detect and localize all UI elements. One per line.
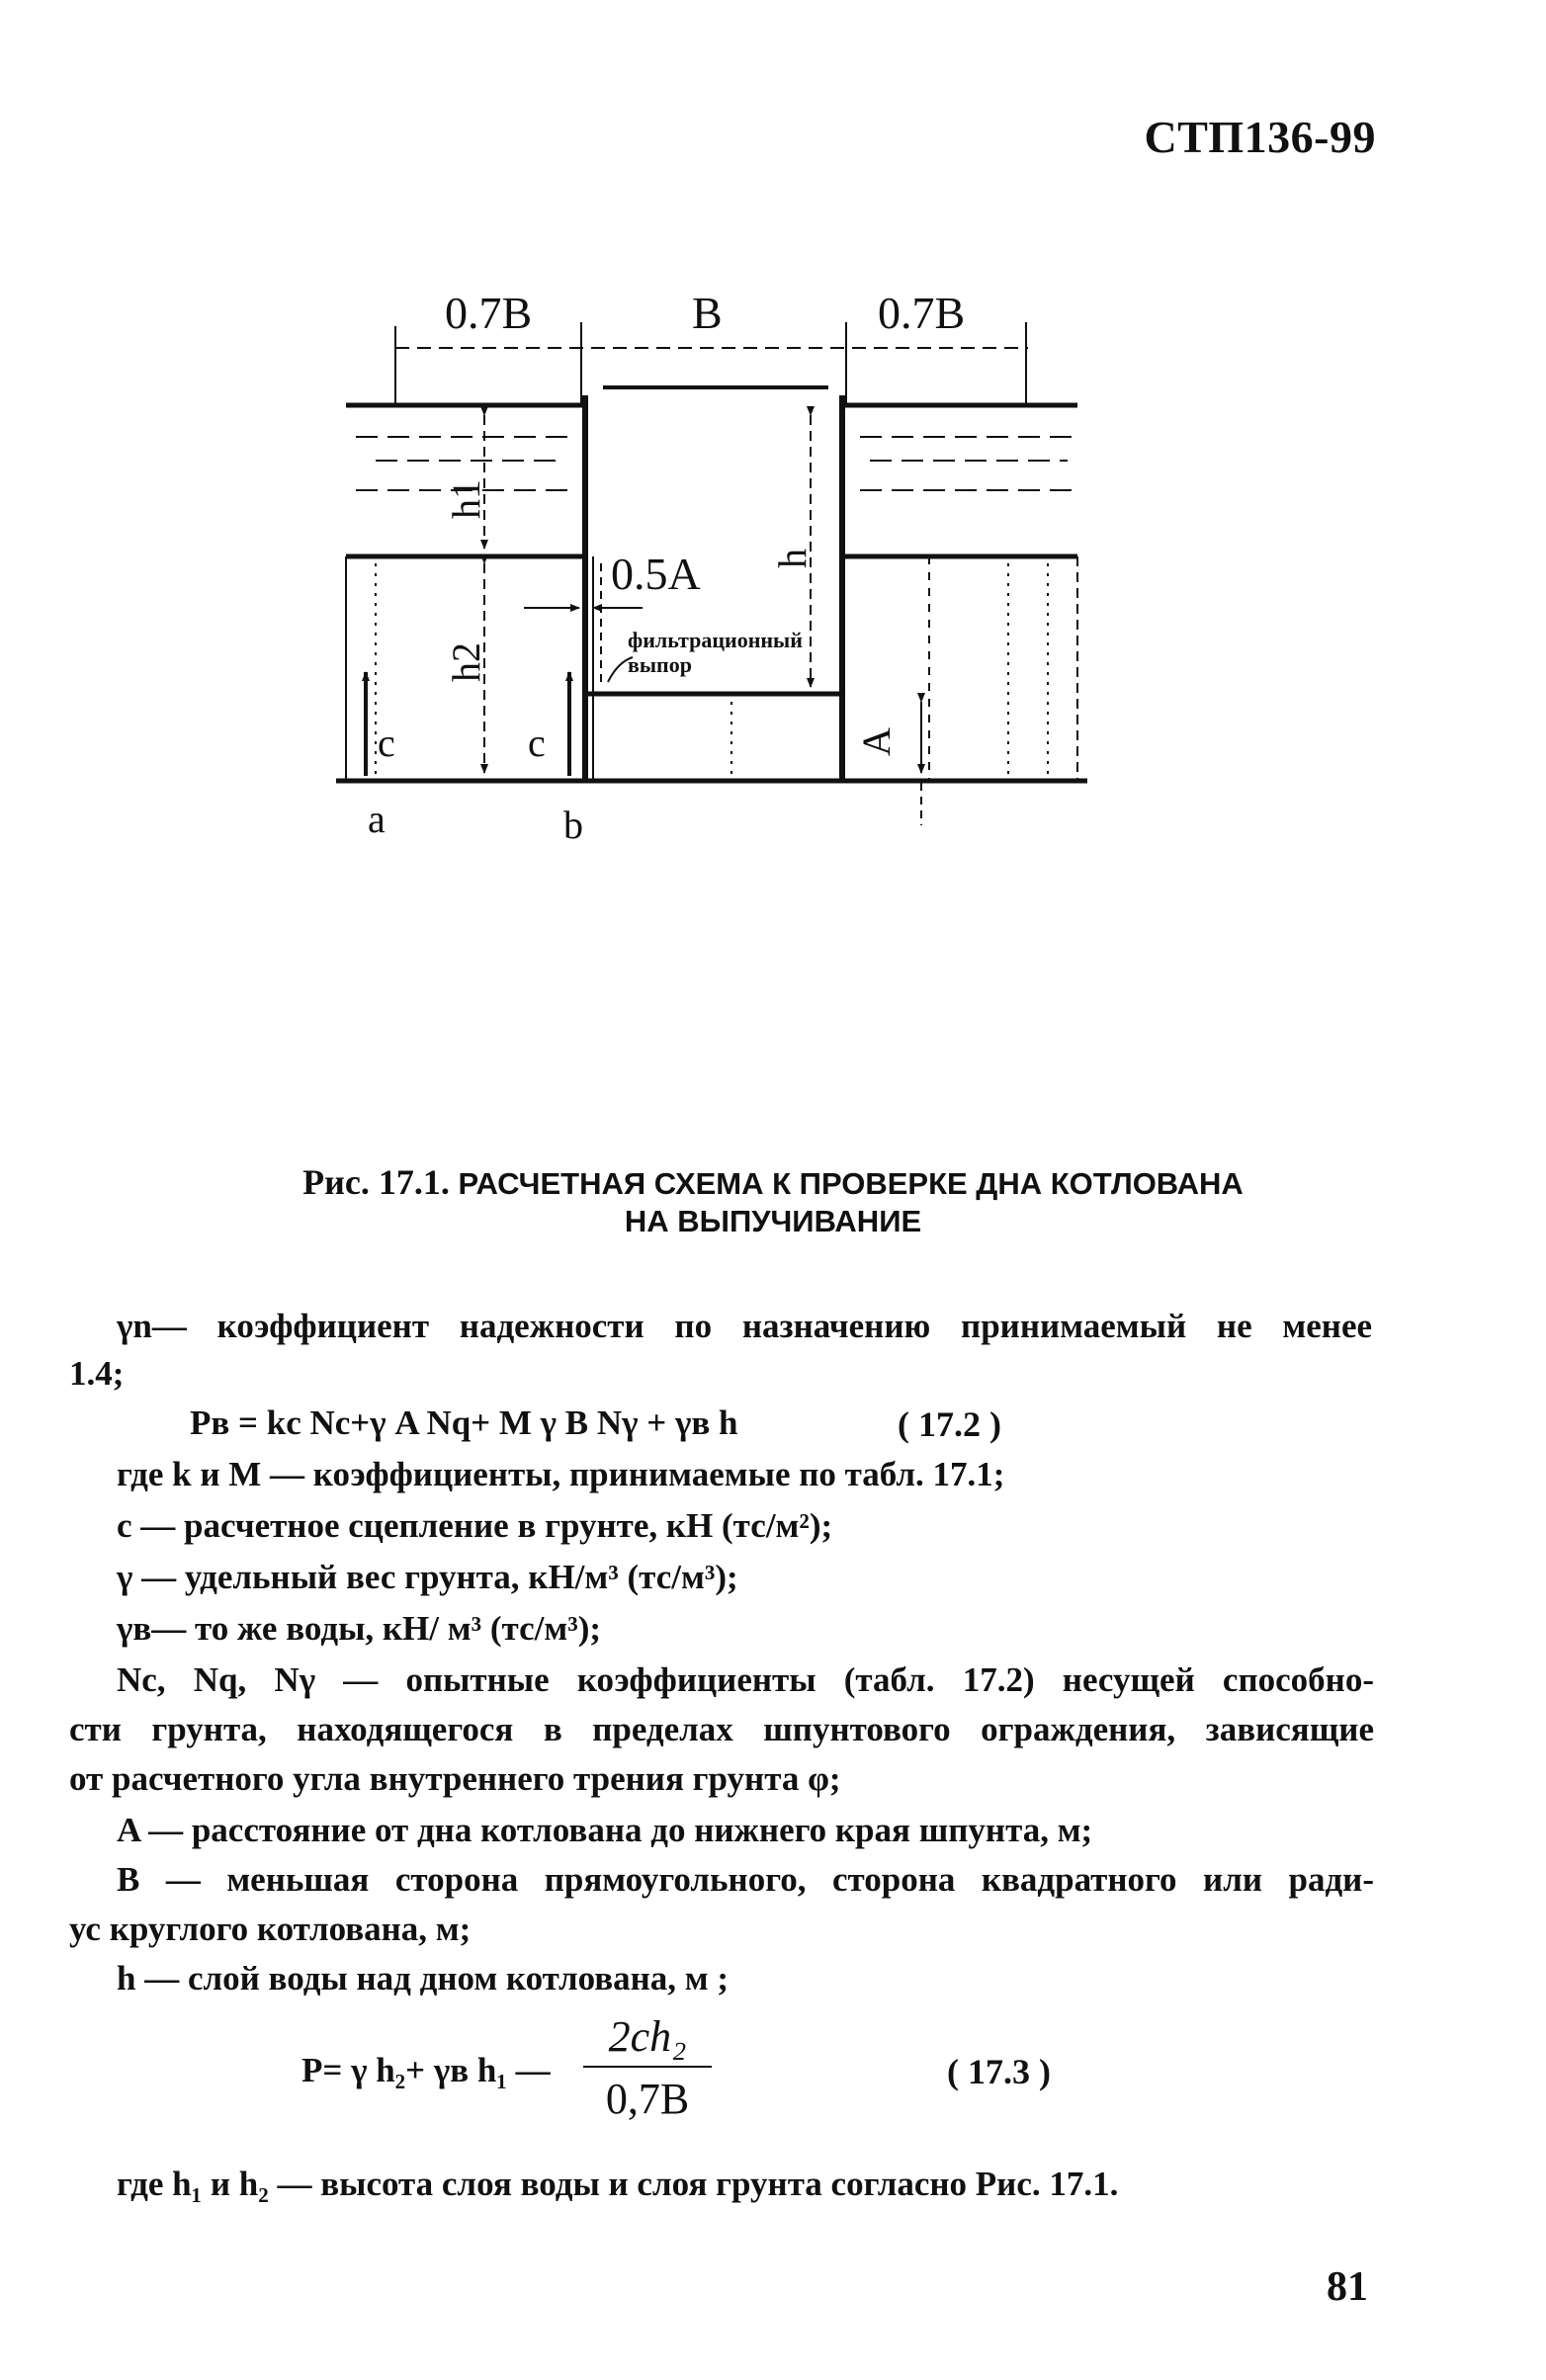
definition-gamma-w: γв— то же воды, кН/ м³ (тс/м³); (117, 1609, 602, 1648)
h-label: h (770, 549, 815, 568)
dim-center-label: B (692, 288, 723, 338)
figure-caption (0, 1161, 1546, 1203)
definition-nc-line1: Nc, Nq, Nγ — опытные коэффициенты (табл. 17.2) несущей способно- (117, 1660, 1374, 1699)
point-a-label: a (368, 797, 386, 841)
uplift-label-1: фильтрационный (628, 628, 803, 652)
definition-nc-line2: сти грунта, находящегося в пределах шпунтового ограждения, зависящие (69, 1710, 1374, 1748)
closing-definition: где h₁ и h₂ — высота слоя воды и слоя грунта согласно Рис. 17.1. (117, 2165, 1119, 2203)
dim-right-label: 0.7B (878, 288, 966, 338)
definition-nc-line3: от расчетного угла внутреннего трения грунта φ; (69, 1759, 841, 1798)
figure-caption-line2: НА ВЫПУЧИВАНИЕ (624, 1204, 922, 1238)
gamma-n-definition-cont: 1.4; (69, 1354, 125, 1393)
formula-17-3-fraction (583, 2011, 712, 2124)
uplift-label-2: выпор (628, 652, 692, 677)
formula-17-3-left: P= γ h₂+ γв h₁ — (301, 2051, 551, 2089)
formula-17-3-number: ( 17.3 ) (947, 2052, 1051, 2091)
calculation-scheme-figure (316, 267, 1107, 899)
document-code: СТП136-99 (1144, 112, 1376, 162)
definition-c: c — расчетное сцепление в грунте, кН (тс/м²); (117, 1506, 833, 1545)
dim-left-label: 0.7B (445, 288, 533, 338)
definition-k-m: где k и M — коэффициенты, принимаемые по табл. 17.1; (117, 1455, 1005, 1493)
figure-caption-lead: Рис. 17.1. (302, 1162, 450, 1202)
formula-17-2-number: ( 17.2 ) (898, 1404, 1001, 1444)
page-number: 81 (1327, 2264, 1368, 2310)
h1-label: h1 (444, 479, 488, 519)
formula-17-3-numerator: 2ch₂ (608, 2012, 687, 2061)
definition-gamma: γ — удельный вес грунта, кН/м³ (тс/м³); (117, 1558, 738, 1596)
definition-a: A — расстояние от дна котлована до нижнего края шпунта, м; (117, 1811, 1093, 1849)
formula-17-2: Pв = kc Nc+γ A Nq+ M γ B Nγ + γв h (190, 1403, 738, 1442)
definition-b-line1: B — меньшая сторона прямоугольного, сторона квадратного или ради- (117, 1860, 1374, 1899)
formula-17-3-denominator: 0,7B (605, 2075, 690, 2123)
point-b-label: b (563, 803, 583, 847)
figure-caption-line1: РАСЧЕТНАЯ СХЕМА К ПРОВЕРКЕ ДНА КОТЛОВАНА (458, 1166, 1244, 1201)
fraction-bar (583, 2066, 712, 2068)
cohesion-right-label: c (528, 721, 546, 765)
a-label: A (854, 727, 899, 756)
half-a-label: 0.5A (611, 549, 701, 599)
gamma-n-definition: γn— коэффициент надежности по назначению принимаемый не менее (117, 1307, 1373, 1345)
definition-b-line2: ус круглого котлована, м; (69, 1910, 472, 1948)
h2-label: h2 (444, 642, 488, 682)
definition-h: h — слой воды над дном котлована, м ; (117, 1959, 730, 1998)
cohesion-left-label: c (378, 721, 395, 765)
